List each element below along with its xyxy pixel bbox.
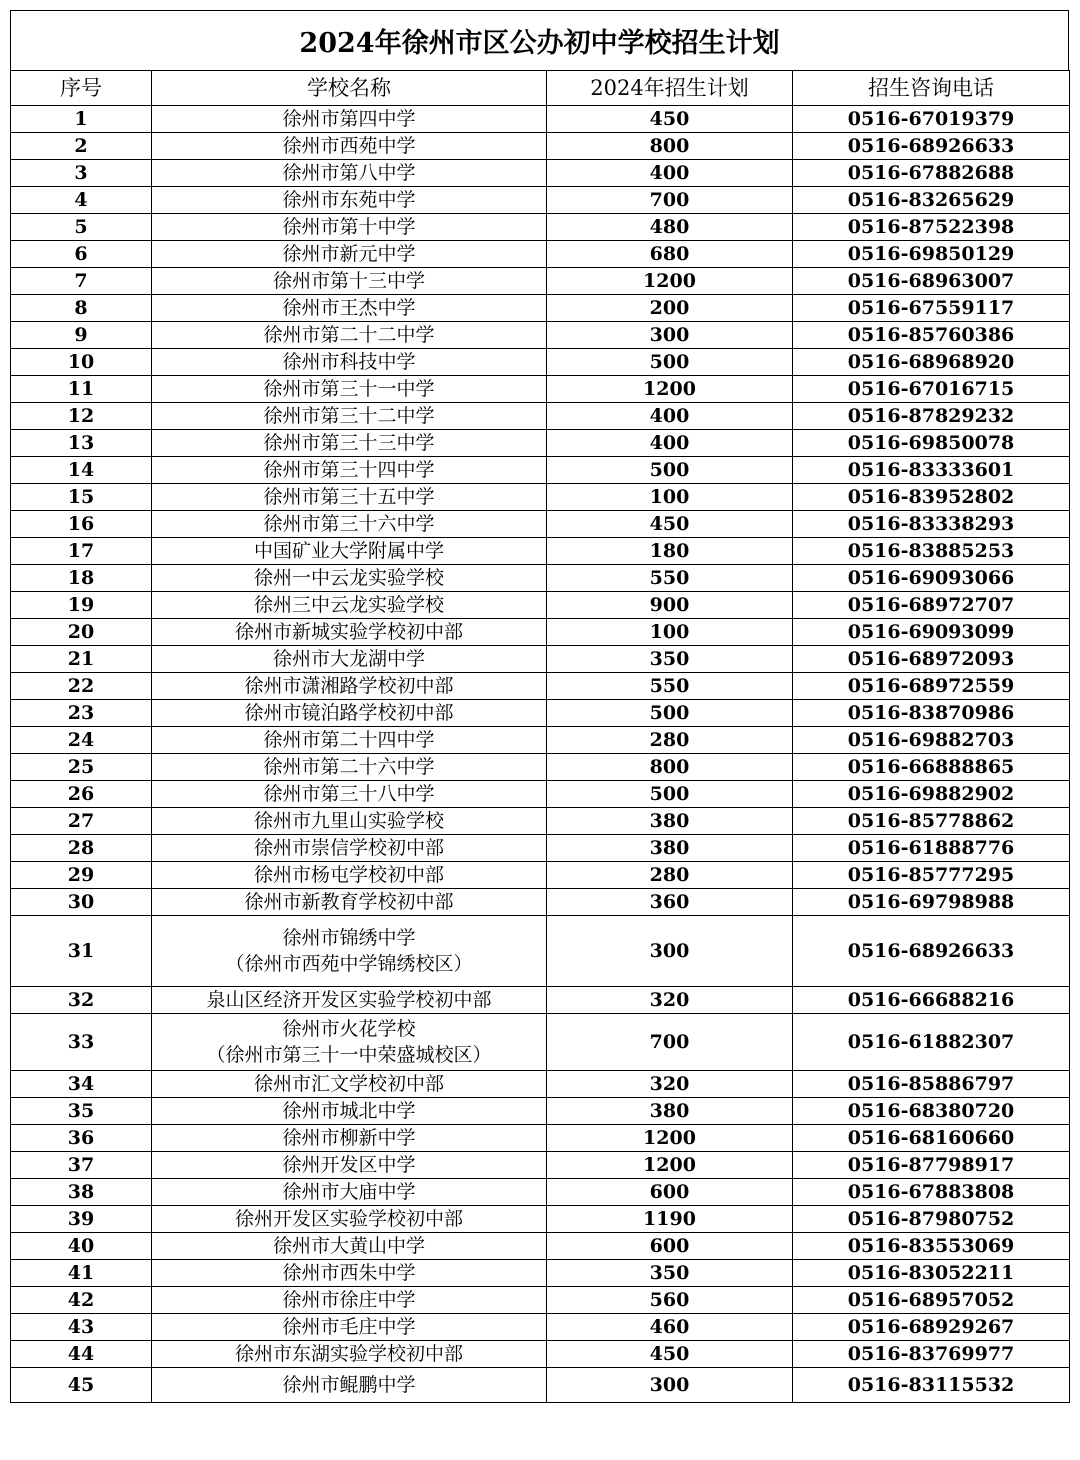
school-name: 徐州市王杰中学	[152, 295, 547, 322]
enrollment-plan: 560	[547, 1287, 793, 1314]
table-row	[11, 619, 1070, 646]
enrollment-plan: 360	[547, 889, 793, 916]
table-row	[11, 565, 1070, 592]
school-name: 徐州市东苑中学	[152, 187, 547, 214]
table-row	[11, 484, 1070, 511]
document-page	[10, 10, 1069, 1450]
table-row	[11, 187, 1070, 214]
school-name: 徐州三中云龙实验学校	[152, 592, 547, 619]
table-row	[11, 1341, 1070, 1368]
contact-phone: 0516-83553069	[793, 1233, 1070, 1260]
enrollment-plan: 1200	[547, 376, 793, 403]
row-number: 21	[11, 646, 152, 673]
enrollment-plan: 100	[547, 619, 793, 646]
row-number: 3	[11, 160, 152, 187]
contact-phone: 0516-85760386	[793, 322, 1070, 349]
row-number: 22	[11, 673, 152, 700]
table-row	[11, 1152, 1070, 1179]
table-row	[11, 133, 1070, 160]
table-row	[11, 1260, 1070, 1287]
table-row	[11, 268, 1070, 295]
table-row	[11, 987, 1070, 1014]
school-name: 徐州市第三十四中学	[152, 457, 547, 484]
school-name: 徐州市大黄山中学	[152, 1233, 547, 1260]
enrollment-plan: 500	[547, 457, 793, 484]
school-name: 徐州市第三十一中学	[152, 376, 547, 403]
contact-phone: 0516-66688216	[793, 987, 1070, 1014]
enrollment-plan: 280	[547, 727, 793, 754]
row-number: 33	[11, 1014, 152, 1071]
contact-phone: 0516-68972707	[793, 592, 1070, 619]
enrollment-plan: 200	[547, 295, 793, 322]
contact-phone: 0516-68972093	[793, 646, 1070, 673]
contact-phone: 0516-69882902	[793, 781, 1070, 808]
row-number: 32	[11, 987, 152, 1014]
school-name: 中国矿业大学附属中学	[152, 538, 547, 565]
table-row	[11, 916, 1070, 987]
contact-phone: 0516-69850129	[793, 241, 1070, 268]
enrollment-plan: 300	[547, 322, 793, 349]
table-row	[11, 835, 1070, 862]
table-row	[11, 862, 1070, 889]
enrollment-plan: 600	[547, 1233, 793, 1260]
table-row	[11, 592, 1070, 619]
table-row	[11, 511, 1070, 538]
enrollment-plan: 800	[547, 754, 793, 781]
contact-phone: 0516-83952802	[793, 484, 1070, 511]
enrollment-plan: 450	[547, 106, 793, 133]
enrollment-plan: 1200	[547, 1152, 793, 1179]
table-row	[11, 1014, 1070, 1071]
row-number: 29	[11, 862, 152, 889]
contact-phone: 0516-67882688	[793, 160, 1070, 187]
row-number: 37	[11, 1152, 152, 1179]
enrollment-plan: 700	[547, 1014, 793, 1071]
contact-phone: 0516-87798917	[793, 1152, 1070, 1179]
contact-phone: 0516-61888776	[793, 835, 1070, 862]
school-name: 徐州市第二十二中学	[152, 322, 547, 349]
row-number: 26	[11, 781, 152, 808]
school-name: 徐州市新教育学校初中部	[152, 889, 547, 916]
table-row	[11, 403, 1070, 430]
row-number: 44	[11, 1341, 152, 1368]
school-name: 徐州市东湖实验学校初中部	[152, 1341, 547, 1368]
row-number: 43	[11, 1314, 152, 1341]
contact-phone: 0516-83870986	[793, 700, 1070, 727]
school-name: 徐州市城北中学	[152, 1098, 547, 1125]
contact-phone: 0516-83338293	[793, 511, 1070, 538]
school-name: 徐州市大龙湖中学	[152, 646, 547, 673]
school-name: 徐州市徐庄中学	[152, 1287, 547, 1314]
school-campus-note: （徐州市第三十一中荣盛城校区）	[206, 1044, 492, 1066]
table-body	[11, 106, 1070, 1403]
enrollment-plan: 450	[547, 1341, 793, 1368]
contact-phone: 0516-87980752	[793, 1206, 1070, 1233]
table-row	[11, 214, 1070, 241]
contact-phone: 0516-67016715	[793, 376, 1070, 403]
contact-phone: 0516-83115532	[793, 1368, 1070, 1403]
contact-phone: 0516-69093066	[793, 565, 1070, 592]
enrollment-plan: 400	[547, 160, 793, 187]
row-number: 10	[11, 349, 152, 376]
table-row	[11, 673, 1070, 700]
contact-phone: 0516-68926633	[793, 916, 1070, 987]
enrollment-plan: 800	[547, 133, 793, 160]
table-row	[11, 376, 1070, 403]
header-no: 序号	[11, 71, 152, 106]
school-name: 徐州市新元中学	[152, 241, 547, 268]
enrollment-plan: 500	[547, 349, 793, 376]
contact-phone: 0516-68926633	[793, 133, 1070, 160]
enrollment-plan: 100	[547, 484, 793, 511]
row-number: 2	[11, 133, 152, 160]
enrollment-plan: 300	[547, 916, 793, 987]
enrollment-table	[10, 70, 1070, 1403]
enrollment-plan: 280	[547, 862, 793, 889]
row-number: 9	[11, 322, 152, 349]
school-name: 徐州市崇信学校初中部	[152, 835, 547, 862]
table-row	[11, 1287, 1070, 1314]
contact-phone: 0516-67559117	[793, 295, 1070, 322]
school-name: 徐州市潇湘路学校初中部	[152, 673, 547, 700]
enrollment-plan: 350	[547, 646, 793, 673]
header-row	[11, 71, 1070, 106]
school-name: 徐州市第十中学	[152, 214, 547, 241]
school-name-cell	[152, 1014, 547, 1071]
school-name: 徐州市第四中学	[152, 106, 547, 133]
school-name: 徐州市第二十六中学	[152, 754, 547, 781]
contact-phone: 0516-83333601	[793, 457, 1070, 484]
row-number: 38	[11, 1179, 152, 1206]
enrollment-plan: 500	[547, 781, 793, 808]
table-row	[11, 1098, 1070, 1125]
table-row	[11, 1206, 1070, 1233]
table-row	[11, 106, 1070, 133]
school-name: 徐州市第三十六中学	[152, 511, 547, 538]
row-number: 36	[11, 1125, 152, 1152]
contact-phone: 0516-83769977	[793, 1341, 1070, 1368]
school-name: 徐州开发区中学	[152, 1152, 547, 1179]
contact-phone: 0516-87522398	[793, 214, 1070, 241]
header-phone: 招生咨询电话	[793, 71, 1070, 106]
school-name: 徐州市西苑中学	[152, 133, 547, 160]
contact-phone: 0516-67019379	[793, 106, 1070, 133]
table-row	[11, 646, 1070, 673]
row-number: 31	[11, 916, 152, 987]
school-name: 徐州市锦绣中学	[282, 927, 416, 949]
header-school-name: 学校名称	[152, 71, 547, 106]
enrollment-plan: 680	[547, 241, 793, 268]
row-number: 19	[11, 592, 152, 619]
school-name: 徐州市九里山实验学校	[152, 808, 547, 835]
row-number: 1	[11, 106, 152, 133]
row-number: 30	[11, 889, 152, 916]
row-number: 6	[11, 241, 152, 268]
row-number: 41	[11, 1260, 152, 1287]
contact-phone: 0516-68957052	[793, 1287, 1070, 1314]
table-row	[11, 457, 1070, 484]
enrollment-plan: 320	[547, 1071, 793, 1098]
contact-phone: 0516-69798988	[793, 889, 1070, 916]
row-number: 28	[11, 835, 152, 862]
row-number: 34	[11, 1071, 152, 1098]
table-row	[11, 1314, 1070, 1341]
enrollment-plan: 500	[547, 700, 793, 727]
row-number: 42	[11, 1287, 152, 1314]
school-name: 徐州市汇文学校初中部	[152, 1071, 547, 1098]
row-number: 5	[11, 214, 152, 241]
table-row	[11, 1179, 1070, 1206]
row-number: 15	[11, 484, 152, 511]
row-number: 7	[11, 268, 152, 295]
contact-phone: 0516-68972559	[793, 673, 1070, 700]
table-row	[11, 1368, 1070, 1403]
table-row	[11, 808, 1070, 835]
table-row	[11, 322, 1070, 349]
school-name: 徐州市大庙中学	[152, 1179, 547, 1206]
contact-phone: 0516-85777295	[793, 862, 1070, 889]
school-name: 徐州一中云龙实验学校	[152, 565, 547, 592]
contact-phone: 0516-85886797	[793, 1071, 1070, 1098]
school-name: 徐州市柳新中学	[152, 1125, 547, 1152]
enrollment-plan: 400	[547, 430, 793, 457]
enrollment-plan: 380	[547, 835, 793, 862]
table-row	[11, 700, 1070, 727]
contact-phone: 0516-68963007	[793, 268, 1070, 295]
enrollment-plan: 900	[547, 592, 793, 619]
table-row	[11, 1233, 1070, 1260]
contact-phone: 0516-68380720	[793, 1098, 1070, 1125]
school-name: 徐州市第三十五中学	[152, 484, 547, 511]
row-number: 17	[11, 538, 152, 565]
school-name: 徐州市第十三中学	[152, 268, 547, 295]
row-number: 12	[11, 403, 152, 430]
school-name: 徐州市第八中学	[152, 160, 547, 187]
row-number: 20	[11, 619, 152, 646]
contact-phone: 0516-68929267	[793, 1314, 1070, 1341]
contact-phone: 0516-67883808	[793, 1179, 1070, 1206]
row-number: 25	[11, 754, 152, 781]
row-number: 13	[11, 430, 152, 457]
enrollment-plan: 450	[547, 511, 793, 538]
school-name: 徐州市科技中学	[152, 349, 547, 376]
table-row	[11, 538, 1070, 565]
contact-phone: 0516-85778862	[793, 808, 1070, 835]
school-name: 徐州市镜泊路学校初中部	[152, 700, 547, 727]
row-number: 24	[11, 727, 152, 754]
contact-phone: 0516-83885253	[793, 538, 1070, 565]
enrollment-plan: 460	[547, 1314, 793, 1341]
table-row	[11, 160, 1070, 187]
table-row	[11, 727, 1070, 754]
row-number: 4	[11, 187, 152, 214]
school-name: 徐州市西朱中学	[152, 1260, 547, 1287]
table-row	[11, 754, 1070, 781]
row-number: 27	[11, 808, 152, 835]
row-number: 8	[11, 295, 152, 322]
contact-phone: 0516-61882307	[793, 1014, 1070, 1071]
row-number: 35	[11, 1098, 152, 1125]
contact-phone: 0516-68968920	[793, 349, 1070, 376]
row-number: 16	[11, 511, 152, 538]
school-name-cell	[152, 916, 547, 987]
school-name: 徐州市第三十三中学	[152, 430, 547, 457]
enrollment-plan: 320	[547, 987, 793, 1014]
table-row	[11, 349, 1070, 376]
table-row	[11, 889, 1070, 916]
table-row	[11, 1125, 1070, 1152]
enrollment-plan: 300	[547, 1368, 793, 1403]
row-number: 40	[11, 1233, 152, 1260]
school-name: 徐州市毛庄中学	[152, 1314, 547, 1341]
contact-phone: 0516-83052211	[793, 1260, 1070, 1287]
enrollment-plan: 600	[547, 1179, 793, 1206]
table-row	[11, 781, 1070, 808]
table-row	[11, 1071, 1070, 1098]
contact-phone: 0516-68160660	[793, 1125, 1070, 1152]
table-row	[11, 241, 1070, 268]
school-name: 徐州市杨屯学校初中部	[152, 862, 547, 889]
row-number: 39	[11, 1206, 152, 1233]
enrollment-plan: 1200	[547, 1125, 793, 1152]
enrollment-plan: 180	[547, 538, 793, 565]
school-name: 徐州市鲲鹏中学	[152, 1368, 547, 1403]
enrollment-plan: 1200	[547, 268, 793, 295]
school-name: 徐州市第三十二中学	[152, 403, 547, 430]
enrollment-plan: 380	[547, 808, 793, 835]
table-row	[11, 430, 1070, 457]
enrollment-plan: 1190	[547, 1206, 793, 1233]
enrollment-plan: 700	[547, 187, 793, 214]
row-number: 11	[11, 376, 152, 403]
row-number: 14	[11, 457, 152, 484]
school-name: 徐州市第二十四中学	[152, 727, 547, 754]
table-row	[11, 295, 1070, 322]
enrollment-plan: 550	[547, 565, 793, 592]
enrollment-plan: 480	[547, 214, 793, 241]
contact-phone: 0516-66888865	[793, 754, 1070, 781]
row-number: 23	[11, 700, 152, 727]
row-number: 45	[11, 1368, 152, 1403]
contact-phone: 0516-83265629	[793, 187, 1070, 214]
school-name: 徐州市火花学校	[282, 1018, 416, 1040]
contact-phone: 0516-69882703	[793, 727, 1070, 754]
header-plan: 2024年招生计划	[547, 71, 793, 106]
school-name: 徐州开发区实验学校初中部	[152, 1206, 547, 1233]
enrollment-plan: 550	[547, 673, 793, 700]
school-name: 徐州市第三十八中学	[152, 781, 547, 808]
school-campus-note: （徐州市西苑中学锦绣校区）	[225, 953, 473, 975]
enrollment-plan: 380	[547, 1098, 793, 1125]
school-name: 徐州市新城实验学校初中部	[152, 619, 547, 646]
contact-phone: 0516-87829232	[793, 403, 1070, 430]
row-number: 18	[11, 565, 152, 592]
contact-phone: 0516-69850078	[793, 430, 1070, 457]
enrollment-plan: 350	[547, 1260, 793, 1287]
table-title: 2024年徐州市区公办初中学校招生计划	[10, 10, 1069, 70]
enrollment-plan: 400	[547, 403, 793, 430]
school-name: 泉山区经济开发区实验学校初中部	[152, 987, 547, 1014]
contact-phone: 0516-69093099	[793, 619, 1070, 646]
